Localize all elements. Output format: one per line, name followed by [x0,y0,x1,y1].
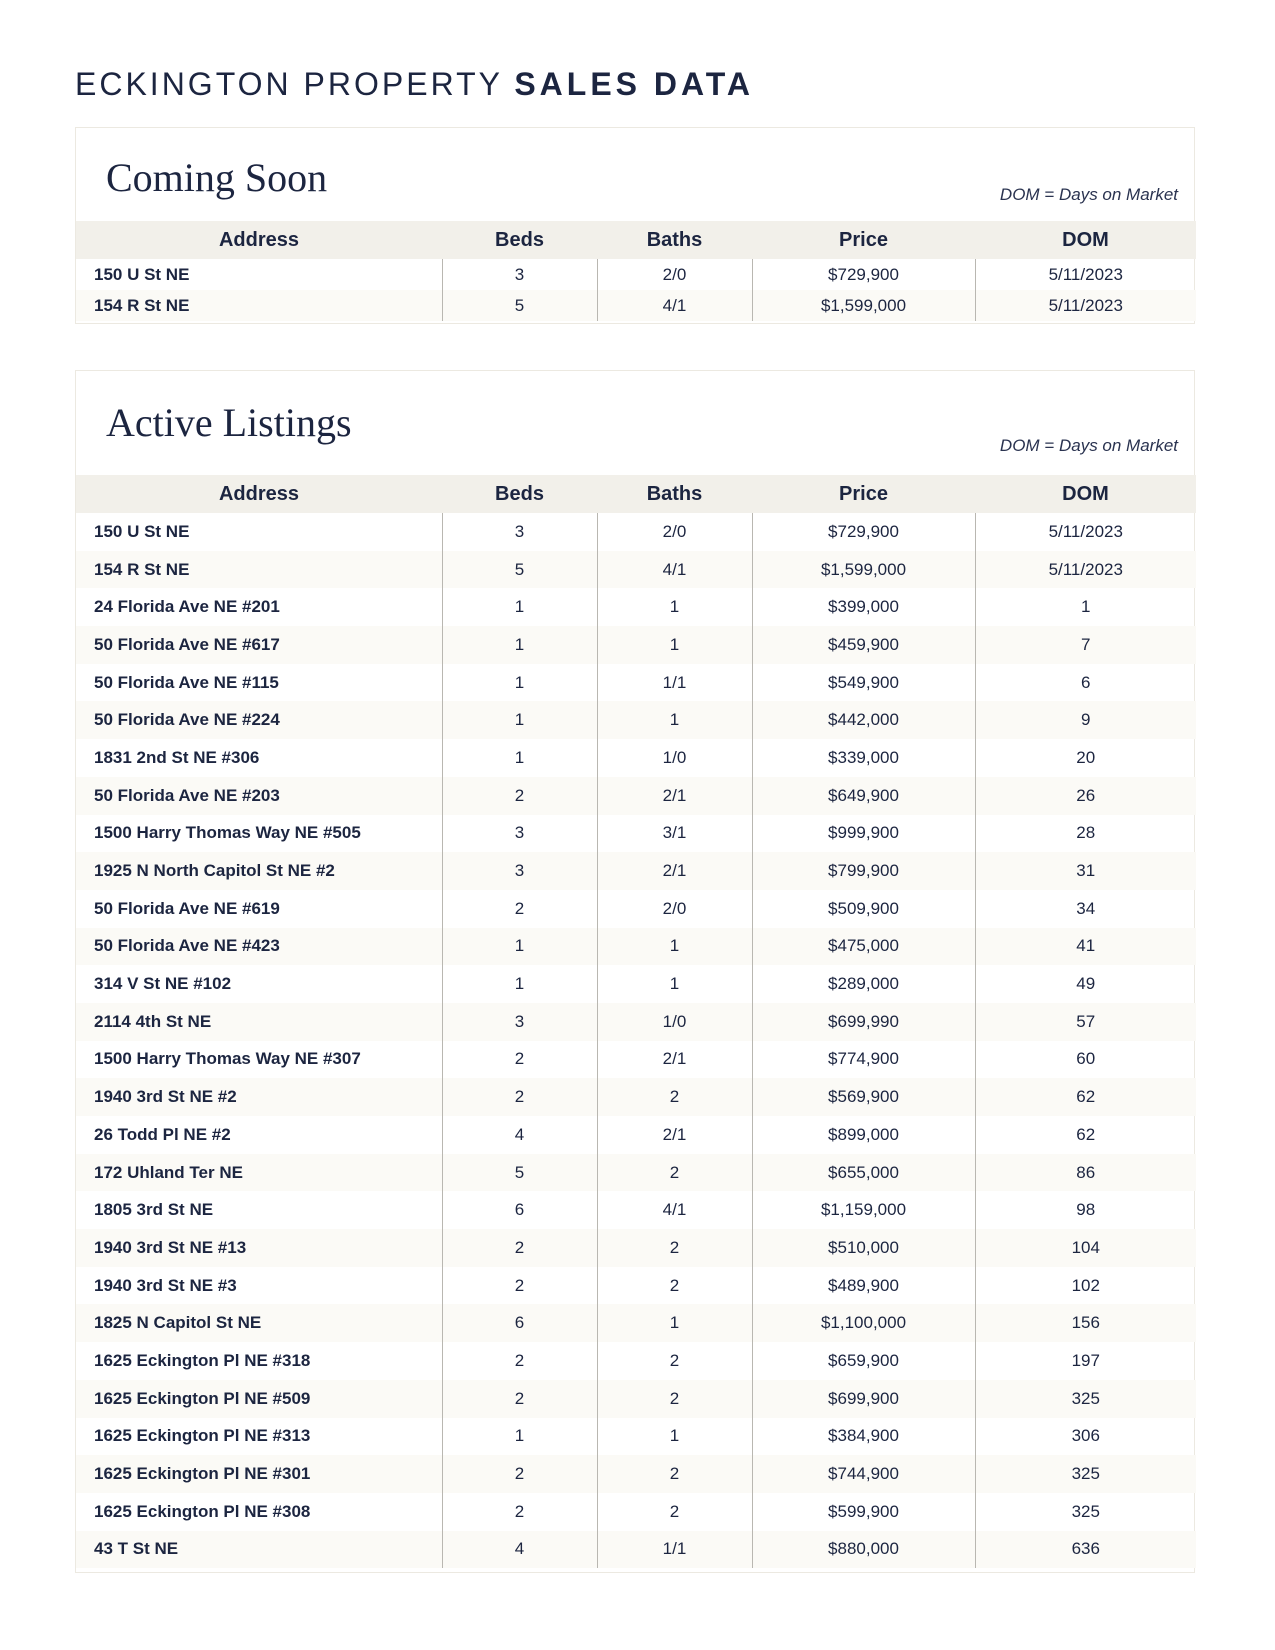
cell-address: 2114 4th St NE [76,1003,442,1041]
cell-price: $899,000 [752,1116,975,1154]
cell-dom: 41 [975,928,1196,966]
table-row [76,1418,1196,1456]
table-row [76,701,1196,739]
cell-dom: 62 [975,1078,1196,1116]
cell-price: $1,100,000 [752,1304,975,1342]
cell-address: 1500 Harry Thomas Way NE #307 [94,1049,361,1069]
table-row [76,588,1196,626]
cell-dom: 306 [975,1418,1196,1456]
cell-price: $509,900 [752,890,975,928]
cell-price: $549,900 [752,664,975,702]
cell-beds: 4 [442,1531,597,1569]
cell-dom: 6 [975,664,1196,702]
cell-beds: 3 [442,852,597,890]
column-header-beds: Beds [442,475,597,513]
cell-beds: 2 [442,1229,597,1267]
cell-address: 154 R St NE [76,290,442,321]
cell-baths: 2 [597,1154,752,1192]
cell-dom: 636 [975,1531,1196,1569]
coming-soon-rows [76,259,1196,321]
cell-baths: 4/1 [597,1191,752,1229]
cell-beds: 1 [442,626,597,664]
active-listings-title: Active Listings [106,400,352,445]
table-row [76,815,1196,853]
cell-price: $399,000 [752,588,975,626]
cell-dom: 325 [975,1380,1196,1418]
cell-price: $384,900 [752,1418,975,1456]
cell-beds: 2 [442,1041,597,1079]
cell-beds: 2 [442,890,597,928]
cell-dom: 5/11/2023 [975,513,1196,551]
cell-address: 1940 3rd St NE #2 [76,1078,442,1116]
table-row [76,259,1196,290]
table-row [76,551,1196,589]
coming-soon-table [76,221,1196,321]
cell-price: $659,900 [752,1342,975,1380]
table-row [76,1154,1196,1192]
cell-address: 1925 N North Capitol St NE #2 [76,852,442,890]
cell-address: 50 Florida Ave NE #224 [76,701,442,739]
table-row [76,1267,1196,1305]
active-listings-table [76,475,1196,1568]
cell-address: 26 Todd Pl NE #2 [94,1124,231,1144]
table-row [76,1455,1196,1493]
coming-soon-panel [75,127,1195,324]
cell-dom: 156 [975,1304,1196,1342]
cell-address: 1940 3rd St NE #13 [76,1229,442,1267]
cell-dom: 86 [975,1154,1196,1192]
cell-baths: 2 [597,1380,752,1418]
column-header-baths: Baths [597,221,752,259]
cell-baths: 2/1 [597,777,752,815]
table-row [76,1493,1196,1531]
table-row [76,1041,1196,1079]
cell-address: 1625 Eckington Pl NE #318 [94,1350,311,1370]
cell-price: $655,000 [752,1154,975,1192]
cell-price: $774,900 [752,1041,975,1079]
cell-price: $569,900 [752,1078,975,1116]
cell-dom: 104 [975,1229,1196,1267]
cell-price: $1,159,000 [752,1191,975,1229]
column-header-address: Address [76,475,442,513]
cell-baths: 2 [597,1229,752,1267]
cell-beds: 2 [442,1078,597,1116]
cell-price: $699,900 [752,1380,975,1418]
cell-dom: 102 [975,1267,1196,1305]
cell-price: $649,900 [752,777,975,815]
coming-soon-header [76,128,1194,221]
cell-beds: 1 [442,739,597,777]
table-row [76,1116,1196,1154]
column-header-dom: DOM [975,475,1196,513]
cell-baths: 2/1 [597,1116,752,1154]
cell-price: $510,000 [752,1229,975,1267]
cell-price: $729,900 [752,513,975,551]
cell-dom: 26 [975,777,1196,815]
cell-baths: 1 [597,1304,752,1342]
cell-dom: 7 [975,626,1196,664]
column-header-address: Address [76,221,442,259]
cell-dom: 28 [975,815,1196,853]
cell-beds: 1 [442,1418,597,1456]
cell-address: 1805 3rd St NE [94,1200,214,1220]
cell-beds: 3 [442,1003,597,1041]
cell-beds: 2 [442,777,597,815]
cell-baths: 2/0 [597,259,752,290]
cell-price: $799,900 [752,852,975,890]
table-row [76,1342,1196,1380]
cell-baths: 2/1 [597,852,752,890]
cell-dom: 34 [975,890,1196,928]
table-row [76,290,1196,321]
cell-beds: 2 [442,1267,597,1305]
cell-beds: 4 [442,1116,597,1154]
cell-baths: 1/1 [597,664,752,702]
table-row [76,626,1196,664]
cell-dom: 31 [975,852,1196,890]
table-row [76,1003,1196,1041]
cell-baths: 1 [597,588,752,626]
cell-dom: 98 [975,1191,1196,1229]
cell-price: $999,900 [752,815,975,853]
table-row [76,1229,1196,1267]
cell-beds: 5 [442,290,597,321]
cell-dom: 9 [975,701,1196,739]
active-listings-header [76,371,1194,475]
table-row [76,890,1196,928]
cell-beds: 3 [442,513,597,551]
page-title-light: ECKINGTON PROPERTY [75,66,503,102]
coming-soon-title: Coming Soon [106,155,328,200]
active-listings-rows [76,513,1196,1568]
cell-dom: 197 [975,1342,1196,1380]
cell-price: $880,000 [752,1531,975,1569]
cell-baths: 1 [597,965,752,1003]
table-header-row [76,475,1196,513]
cell-address: 1625 Eckington Pl NE #308 [94,1501,311,1521]
cell-baths: 1/0 [597,739,752,777]
cell-baths: 1 [597,701,752,739]
cell-address: 1825 N Capitol St NE [76,1304,442,1342]
cell-price: $475,000 [752,928,975,966]
table-row [76,965,1196,1003]
cell-dom: 5/11/2023 [975,259,1196,290]
cell-dom: 49 [975,965,1196,1003]
cell-baths: 4/1 [597,290,752,321]
cell-beds: 5 [442,551,597,589]
cell-price: $599,900 [752,1493,975,1531]
cell-dom: 62 [975,1116,1196,1154]
cell-price: $339,000 [752,739,975,777]
table-row [76,1304,1196,1342]
cell-address: 50 Florida Ave NE #115 [94,672,279,692]
cell-address: 1625 Eckington Pl NE #509 [76,1380,442,1418]
cell-baths: 2 [597,1078,752,1116]
cell-address: 50 Florida Ave NE #203 [76,777,442,815]
cell-dom: 20 [975,739,1196,777]
cell-price: $442,000 [752,701,975,739]
cell-beds: 3 [442,815,597,853]
cell-baths: 1 [597,626,752,664]
cell-beds: 2 [442,1493,597,1531]
cell-address: 24 Florida Ave NE #201 [94,597,280,617]
column-header-baths: Baths [597,475,752,513]
cell-baths: 1 [597,928,752,966]
cell-dom: 325 [975,1455,1196,1493]
cell-address: 314 V St NE #102 [94,974,232,994]
cell-beds: 2 [442,1380,597,1418]
cell-price: $489,900 [752,1267,975,1305]
cell-baths: 2 [597,1455,752,1493]
dom-legend: DOM = Days on Market [999,436,1178,455]
cell-baths: 2 [597,1342,752,1380]
cell-price: $1,599,000 [752,551,975,589]
cell-price: $1,599,000 [752,290,975,321]
cell-price: $744,900 [752,1455,975,1493]
cell-baths: 2 [597,1267,752,1305]
column-header-price: Price [752,475,975,513]
column-header-dom: DOM [975,221,1196,259]
cell-baths: 3/1 [597,815,752,853]
cell-beds: 6 [442,1191,597,1229]
page-title-bold: SALES DATA [514,66,755,102]
active-listings-panel [75,370,1195,1573]
dom-legend: DOM = Days on Market [999,185,1178,204]
table-row [76,852,1196,890]
cell-beds: 1 [442,588,597,626]
page-title [75,66,754,103]
cell-baths: 2/0 [597,890,752,928]
cell-baths: 2/1 [597,1041,752,1079]
cell-baths: 2 [597,1493,752,1531]
table-row [76,664,1196,702]
cell-dom: 60 [975,1041,1196,1079]
cell-beds: 2 [442,1342,597,1380]
cell-baths: 1/1 [597,1531,752,1569]
cell-address: 154 R St NE [76,551,442,589]
cell-address: 1500 Harry Thomas Way NE #505 [94,823,361,843]
table-row [76,1191,1196,1229]
cell-price: $729,900 [752,259,975,290]
table-row [76,739,1196,777]
cell-beds: 1 [442,664,597,702]
table-row [76,928,1196,966]
cell-address: 43 T St NE [76,1531,442,1569]
table-header-row [76,221,1196,259]
cell-beds: 5 [442,1154,597,1192]
cell-address: 50 Florida Ave NE #617 [76,626,442,664]
cell-address: 150 U St NE [94,264,190,284]
cell-address: 1940 3rd St NE #3 [94,1275,237,1295]
cell-beds: 2 [442,1455,597,1493]
cell-dom: 57 [975,1003,1196,1041]
cell-price: $289,000 [752,965,975,1003]
cell-dom: 1 [975,588,1196,626]
column-header-price: Price [752,221,975,259]
cell-address: 50 Florida Ave NE #423 [76,928,442,966]
column-header-beds: Beds [442,221,597,259]
cell-baths: 2/0 [597,513,752,551]
cell-address: 1625 Eckington Pl NE #301 [76,1455,442,1493]
table-row [76,1531,1196,1569]
cell-beds: 6 [442,1304,597,1342]
cell-address: 50 Florida Ave NE #619 [94,898,280,918]
cell-dom: 5/11/2023 [975,551,1196,589]
cell-beds: 1 [442,965,597,1003]
table-row [76,1380,1196,1418]
cell-dom: 325 [975,1493,1196,1531]
table-row [76,1078,1196,1116]
cell-address: 1625 Eckington Pl NE #313 [94,1426,311,1446]
cell-beds: 1 [442,701,597,739]
cell-baths: 1 [597,1418,752,1456]
cell-address: 150 U St NE [94,521,190,541]
cell-baths: 1/0 [597,1003,752,1041]
cell-address: 1831 2nd St NE #306 [94,747,260,767]
cell-price: $699,990 [752,1003,975,1041]
cell-baths: 4/1 [597,551,752,589]
cell-price: $459,900 [752,626,975,664]
cell-address: 172 Uhland Ter NE [76,1154,442,1192]
cell-beds: 3 [442,259,597,290]
cell-dom: 5/11/2023 [975,290,1196,321]
cell-beds: 1 [442,928,597,966]
table-row [76,777,1196,815]
table-row [76,513,1196,551]
